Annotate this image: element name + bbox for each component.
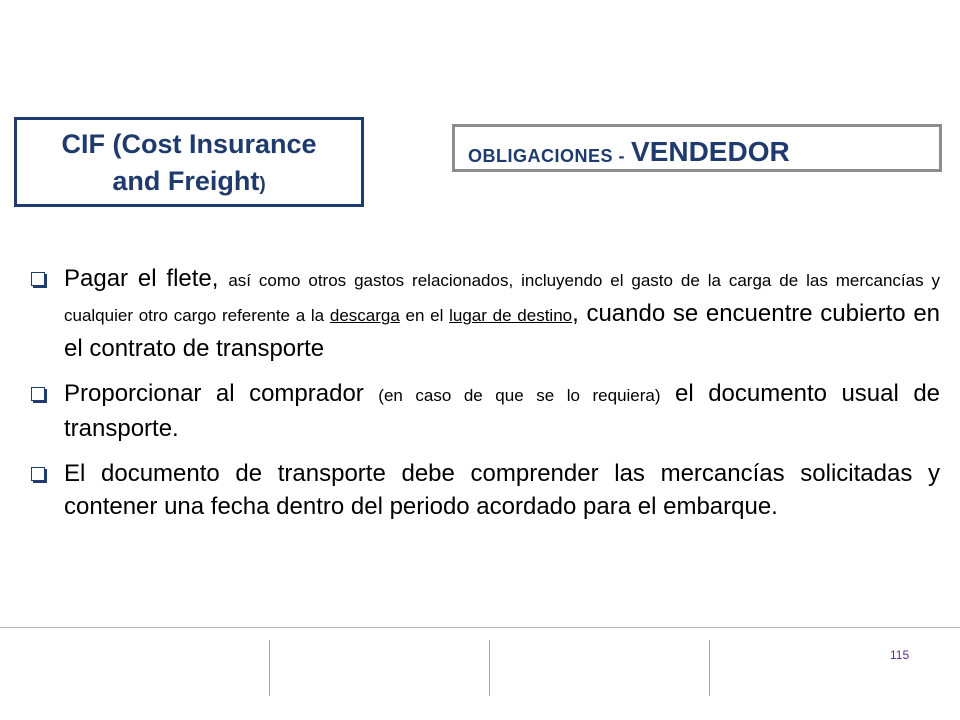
title-box [14,117,364,207]
bullet-1-small-1: así como otros gastos relacionados, incluyendo el gasto de la carga de las mercancías y cualquier otro cargo referente a la [64,271,940,325]
title-line-1: CIF (Cost Insurance [61,129,317,159]
bullet-1-small-2: en el [399,306,450,325]
page-number: 115 [890,648,910,662]
checkbox-bullet-icon [31,272,45,286]
bullet-2-tail: el documento usual de transporte. [64,380,941,442]
bullet-1-underline-1: descarga [329,306,400,325]
bullet-2-small: (en caso de que se lo requiera) [378,386,661,405]
bullet-3-text: El documento de transporte debe comprender las mercancías solicitadas y contener una fecha dentro del periodo acordado para el embarque. [64,460,940,520]
footer-column-divider [269,640,270,696]
obligations-emphasis: VENDEDOR [631,136,790,167]
bullet-item-freight [28,262,940,365]
title-paren: ) [259,174,266,195]
footer-column-divider [709,640,710,696]
checkbox-bullet-icon [31,467,45,481]
footer-column-divider [489,640,490,696]
bullet-1-tail: , cuando se encuentre cubierto en el contrato de transporte [64,300,941,362]
obligations-prefix: OBLIGACIONES - [468,146,626,166]
checkbox-bullet-icon [31,387,45,401]
bullet-1-underline-2: lugar de destino [449,306,573,325]
bullet-item-transport-doc [28,457,940,523]
title-line-2 [17,163,361,203]
footer-divider [0,627,960,628]
bullet-2-lead: Proporcionar al comprador [64,380,379,407]
title-line-2-text: and Freight [112,166,260,196]
bullet-list [28,262,940,535]
bullet-item-document [28,377,940,445]
bullet-1-lead: Pagar el flete, [64,265,229,292]
obligations-box [452,124,942,172]
